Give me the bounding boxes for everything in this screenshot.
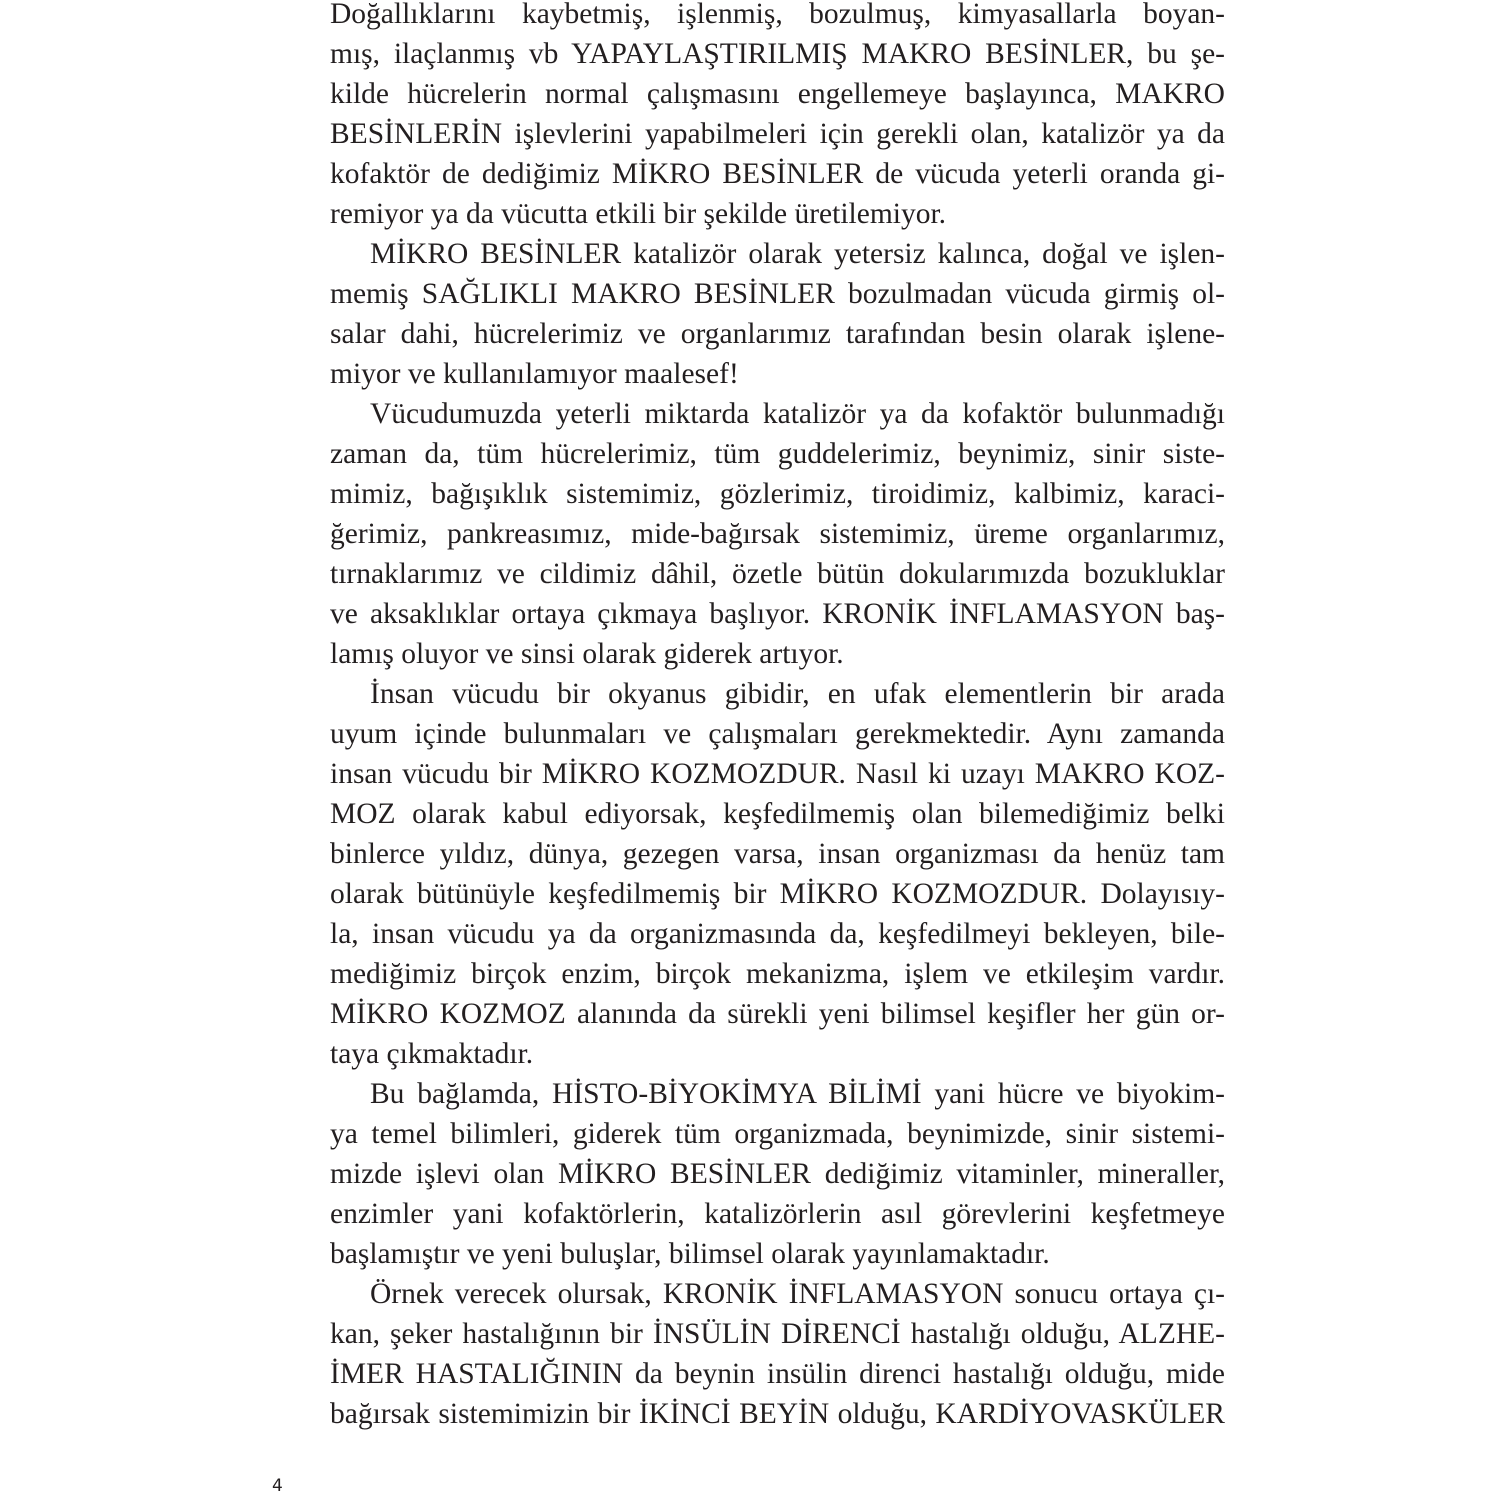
paragraph-line: ğerimiz, pankreasımız, mide-bağırsak sistemimiz, üreme organlarımız, [330,518,1225,550]
paragraph-line: başlamıştır ve yeni buluşlar, bilimsel olarak yayınlamaktadır. [330,1238,1050,1270]
paragraph-line: salar dahi, hücrelerimiz ve organlarımız tarafından besin olarak işlene- [330,318,1225,350]
paragraph-line: olarak bütünüyle keşfedilmemiş bir MİKRO KOZMOZDUR. Dolayısıy- [330,878,1225,910]
paragraph-line: insan vücudu bir MİKRO KOZMOZDUR. Nasıl ki uzayı MAKRO KOZ- [330,758,1225,790]
paragraph-line: İMER HASTALIĞININ da beynin insülin direnci hastalığı olduğu, mide [330,1358,1225,1390]
paragraph-line: remiyor ya da vücutta etkili bir şekilde üretilemiyor. [330,198,947,230]
paragraph-line: Örnek verecek olursak, KRONİK İNFLAMASYON sonucu ortaya çı- [370,1278,1225,1310]
paragraph-line: mış, ilaçlanmış vb YAPAYLAŞTIRILMIŞ MAKRO BESİNLER, bu şe- [330,38,1225,70]
paragraph-line: ya temel bilimleri, giderek tüm organizmada, beynimizde, sinir sistemi- [330,1118,1225,1150]
paragraph-line: taya çıkmaktadır. [330,1038,534,1070]
paragraph-line: miyor ve kullanılamıyor maalesef! [330,358,739,390]
paragraph-line: kilde hücrelerin normal çalışmasını engellemeye başlayınca, MAKRO [330,78,1225,110]
paragraph-line: MİKRO KOZMOZ alanında da sürekli yeni bilimsel keşifler her gün or- [330,998,1225,1030]
paragraph-line: mediğimiz birçok enzim, birçok mekanizma, işlem ve etkileşim vardır. [330,958,1225,990]
paragraph-line: Bu bağlamda, HİSTO-BİYOKİMYA BİLİMİ yani hücre ve biyokim- [370,1078,1225,1110]
paragraph-line: mimiz, bağışıklık sistemimiz, gözlerimiz, tiroidimiz, kalbimiz, karaci- [330,478,1225,510]
paragraph-line: uyum içinde bulunmaları ve çalışmaları gerekmektedir. Aynı zamanda [330,718,1225,750]
page-number: 4 [272,1476,283,1496]
paragraph-line: MİKRO BESİNLER katalizör olarak yetersiz kalınca, doğal ve işlen- [370,238,1225,270]
paragraph-line: MOZ olarak kabul ediyorsak, keşfedilmemiş olan bilemediğimiz belki [330,798,1225,830]
paragraph-line: mizde işlevi olan MİKRO BESİNLER dediğimiz vitaminler, mineraller, [330,1158,1225,1190]
paragraph-line: ve aksaklıklar ortaya çıkmaya başlıyor. KRONİK İNFLAMASYON baş- [330,598,1225,630]
paragraph-line: binlerce yıldız, dünya, gezegen varsa, insan organizması da henüz tam [330,838,1225,870]
paragraph-line: BESİNLERİN işlevlerini yapabilmeleri için gerekli olan, katalizör ya da [330,118,1225,150]
paragraph-line: Vücudumuzda yeterli miktarda katalizör ya da kofaktör bulunmadığı [370,398,1225,430]
paragraph-line: lamış oluyor ve sinsi olarak giderek artıyor. [330,638,844,670]
paragraph-line: enzimler yani kofaktörlerin, katalizörlerin asıl görevlerini keşfetmeye [330,1198,1225,1230]
paragraph-line: zaman da, tüm hücrelerimiz, tüm guddelerimiz, beynimiz, sinir siste- [330,438,1225,470]
paragraph-line: İnsan vücudu bir okyanus gibidir, en ufak elementlerin bir arada [370,678,1225,710]
paragraph-line: la, insan vücudu ya da organizmasında da, keşfedilmeyi bekleyen, bile- [330,918,1225,950]
paragraph-line: tırnaklarımız ve cildimiz dâhil, özetle bütün dokularımızda bozukluklar [330,558,1225,590]
paragraph-line: Doğallıklarını kaybetmiş, işlenmiş, bozulmuş, kimyasallarla boyan- [330,0,1225,30]
paragraph-line: kan, şeker hastalığının bir İNSÜLİN DİRENCİ hastalığı olduğu, ALZHE- [330,1318,1225,1350]
paragraph-line: memiş SAĞLIKLI MAKRO BESİNLER bozulmadan vücuda girmiş ol- [330,278,1225,310]
paragraph-line: kofaktör de dediğimiz MİKRO BESİNLER de vücuda yeterli oranda gi- [330,158,1225,190]
paragraph-line: bağırsak sistemimizin bir İKİNCİ BEYİN olduğu, KARDİYOVASKÜLER [330,1398,1225,1430]
